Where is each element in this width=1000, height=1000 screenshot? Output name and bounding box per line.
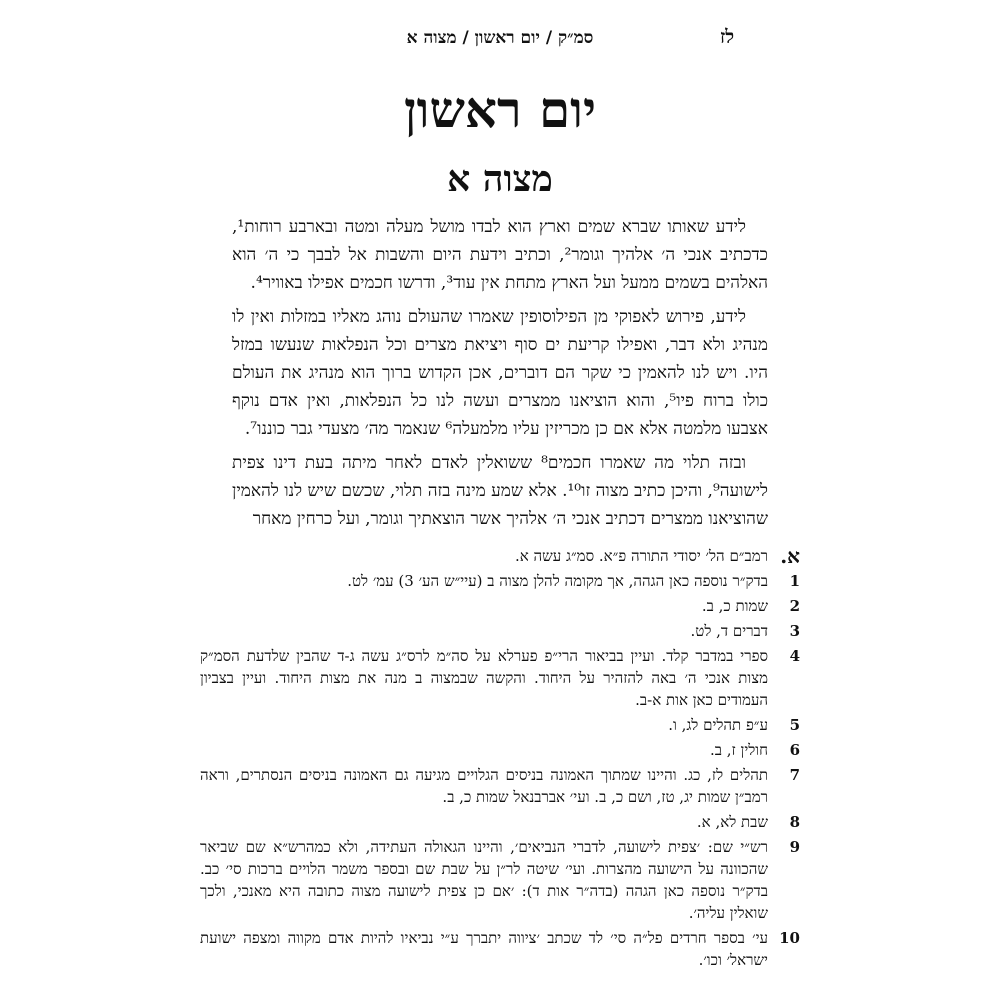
- footnote-number: 9: [789, 838, 800, 856]
- footnote: [200, 595, 800, 617]
- footnote-text: רש״י שם: ׳צפית לישועה, לדברי הנביאים׳, והיינו הגאולה העתידה, ולא כמהרש״א שם שביאר שהכוונה על הישועה מהצרות. ועי׳ שיטה לר״ן על שבת שם ובספר משמר הלויים ברכות סי׳ כב. בדק״ר נוספה כאן הגהה (בדה״ר אות ד): ׳אם כן צפית לישועה מצוה כתובה היא מאנכי, ולכך שואלין עליה׳.: [200, 838, 768, 922]
- footnote: [200, 545, 800, 567]
- page-number: לז: [720, 26, 735, 48]
- footnote-number: 6: [789, 741, 800, 759]
- footnote-text: תהלים לז, כג. והיינו שמתוך האמונה בניסים הגלויים מגיעה גם האמונה בניסים הנסתרים, וראה רמב״ן שמות יג, טז, ושם כ, ב. ועי׳ אברבנאל שמות כ, ב.: [200, 766, 768, 806]
- footnote: [200, 739, 800, 761]
- main-title: יום ראשון: [403, 80, 597, 139]
- footnote: [200, 645, 800, 711]
- footnote-number: 1: [789, 572, 800, 590]
- footnote: [200, 927, 800, 971]
- paragraph: לידע, פירוש לאפוקי מן הפילוסופין שאמרו שהעולם נוהג מאליו במזלות ואין לו מנהיג ולא דבר, ואפילו קריעת ים סוף ויציאת מצרים וכל הנפלאות שנעשו במזל היו. ויש לנו להאמין כי שקר הם דוברים, אכן הקדוש ברוך הוא מנהיג את העולם כולו ברוח פיו⁵, והוא הוציאנו ממצרים ועשה לנו כל הנפלאות, ואין אדם נוקף אצבעו מלמטה אלא אם כן מכריזין עליו מלמעלה⁶ שנאמר מה׳ מצעדי גבר כוננו⁷.: [232, 307, 769, 439]
- footnote-text: ספרי במדבר קלד. ועיין בביאור הרי״פ פערלא על סה״מ לרס״ג עשה ג-ד שהבין שלדעת הסמ״ק מצות אנכי ה׳ באה להזהיר על היחוד. והקשה שבמצוה ב מנה את מצות היחוד. ועיין בצביון העמודים כאן אות א-ב.: [200, 647, 768, 709]
- footnote: [200, 620, 800, 642]
- footnote-number: 8: [789, 813, 800, 831]
- footnote-text: רמב״ם הל׳ יסודי התורה פ״א. סמ״ג עשה א.: [514, 547, 768, 565]
- paragraph: ובזה תלוי מה שאמרו חכמים⁸ ששואלין לאדם לאחר מיתה בעת דינו צפית לישועה⁹, והיכן כתיב מצוה זו¹⁰. אלא שמע מינה בזה תלוי, שכשם שיש לנו להאמין שהוציאנו ממצרים דכתיב אנכי ה׳ אלהיך אשר הוצאתיך וגומר, ועל כרחין מאחר: [232, 453, 768, 529]
- footnote: [200, 836, 800, 924]
- footnotes: [200, 545, 800, 974]
- footnote-number: א.: [780, 544, 800, 568]
- footnote-number: 10: [779, 929, 800, 947]
- footnote-text: שמות כ, ב.: [701, 597, 768, 615]
- footnote: [200, 811, 800, 833]
- footnote-number: 4: [789, 647, 800, 665]
- footnote-number: 3: [789, 622, 800, 640]
- sub-title: מצוה א: [447, 158, 553, 200]
- running-header: סמ״ק / יום ראשון / מצוה א: [406, 28, 594, 48]
- body-text: [232, 213, 768, 539]
- footnote-text: חולין ז, ב.: [710, 741, 768, 759]
- paragraph: לידע שאותו שברא שמים וארץ הוא לבדו מושל מעלה ומטה ובארבע רוחות¹, כדכתיב אנכי ה׳ אלהיך וגומר², וכתיב וידעת היום והשבות אל לבבך כי ה׳ הוא האלהים בשמים ממעל ועל הארץ מתחת אין עוד³, ודרשו חכמים אפילו באוויר⁴.: [232, 217, 768, 293]
- footnote: [200, 714, 800, 736]
- footnote-number: 2: [789, 597, 800, 615]
- footnote-text: שבת לא, א.: [696, 813, 768, 831]
- footnote: [200, 764, 800, 808]
- footnote-number: 5: [789, 716, 800, 734]
- footnote: [200, 570, 800, 592]
- footnote-text: דברים ד, לט.: [690, 622, 768, 640]
- footnote-text: בדק״ר נוספה כאן הגהה, אך מקומה להלן מצוה ב (עיי״ש הע׳ 3) עמ׳ לט.: [347, 572, 768, 590]
- footnote-number: 7: [789, 766, 800, 784]
- footnote-text: ע״פ תהלים לג, ו.: [668, 716, 768, 734]
- footnote-text: עי׳ בספר חרדים פל״ה סי׳ לד שכתב ׳ציווה יתברך ע״י נביאיו להיות אדם מקווה ומצפה ישועת ישראל׳ וכו׳.: [200, 929, 768, 969]
